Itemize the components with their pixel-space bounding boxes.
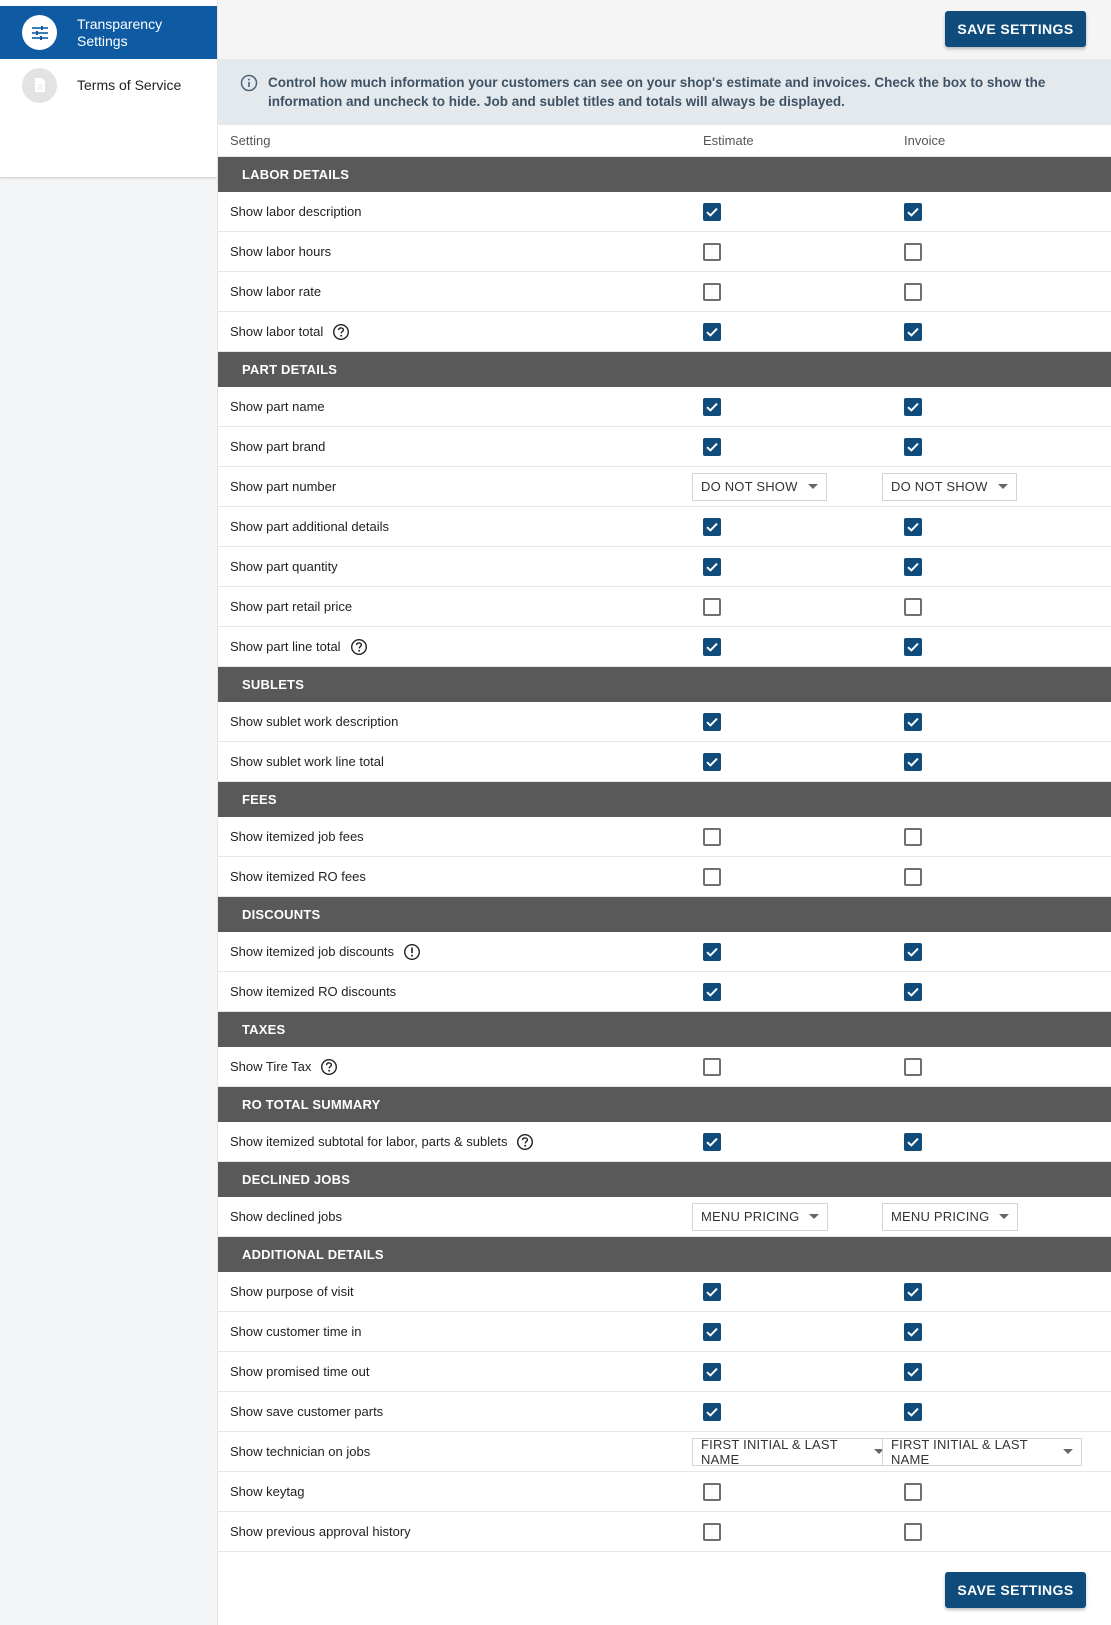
section-header: RO TOTAL SUMMARY (218, 1087, 1111, 1122)
sidebar (0, 0, 217, 178)
checkbox-checked[interactable] (703, 1323, 721, 1341)
table-row (218, 312, 1111, 352)
checkbox-unchecked[interactable] (904, 598, 922, 616)
checkbox-unchecked[interactable] (904, 1523, 922, 1541)
invoice-cell (904, 1523, 1104, 1541)
estimate-cell (703, 518, 904, 536)
estimate-cell (703, 558, 904, 576)
setting-label: Show customer time in (230, 1324, 362, 1339)
setting-label: Show itemized job fees (230, 829, 364, 844)
setting-cell (218, 984, 703, 999)
checkbox-checked[interactable] (703, 438, 721, 456)
column-header-estimate: Estimate (703, 133, 754, 148)
invoice-cell (904, 1363, 1104, 1381)
setting-label: Show itemized job discounts (230, 944, 395, 959)
section-header: LABOR DETAILS (218, 157, 1111, 192)
estimate-cell (692, 473, 893, 501)
select-value: FIRST INITIAL & LAST NAME (891, 1436, 1028, 1467)
invoice-cell (904, 1403, 1104, 1421)
checkbox-checked[interactable] (703, 943, 721, 961)
checkbox-unchecked[interactable] (904, 828, 922, 846)
setting-cell (218, 1209, 703, 1224)
invoice-cell (882, 473, 1082, 501)
table-row (218, 507, 1111, 547)
sidebar-item-label: Terms of Service (77, 76, 182, 93)
invoice-cell (904, 868, 1104, 886)
invoice-cell (882, 1203, 1082, 1231)
table-row (218, 1312, 1111, 1352)
sliders-icon (22, 15, 57, 50)
info-icon (240, 74, 258, 92)
checkbox-checked[interactable] (703, 983, 721, 1001)
checkbox-checked[interactable] (904, 323, 922, 341)
invoice-cell (904, 203, 1104, 221)
checkbox-checked[interactable] (904, 398, 922, 416)
table-row (218, 467, 1111, 507)
setting-label: Show technician on jobs (230, 1444, 371, 1459)
table-row (218, 1352, 1111, 1392)
sidebar-item-transparency-settings[interactable] (0, 6, 217, 59)
invoice-cell (904, 753, 1104, 771)
table-row (218, 817, 1111, 857)
setting-label: Show part retail price (230, 599, 353, 614)
table-row (218, 272, 1111, 312)
setting-label: Show labor rate (230, 284, 322, 299)
setting-cell (218, 204, 703, 219)
select-value: MENU PRICING (701, 1209, 800, 1224)
estimate-cell (703, 243, 904, 261)
invoice-cell (904, 983, 1104, 1001)
estimate-cell (703, 1323, 904, 1341)
setting-label: Show labor total (230, 324, 324, 339)
table-row (218, 1197, 1111, 1237)
setting-cell (218, 1524, 703, 1539)
estimate-cell (703, 1133, 904, 1151)
estimate-cell (703, 828, 904, 846)
invoice-cell (904, 943, 1104, 961)
table-row (218, 1512, 1111, 1552)
setting-label: Show sublet work description (230, 714, 399, 729)
estimate-cell (703, 713, 904, 731)
checkbox-checked[interactable] (904, 1133, 922, 1151)
table-header (218, 125, 1111, 157)
section-header: FEES (218, 782, 1111, 817)
setting-cell (218, 284, 703, 299)
setting-cell (218, 1484, 703, 1499)
setting-label: Show part number (230, 479, 337, 494)
select-dropdown[interactable] (692, 1438, 893, 1466)
checkbox-checked[interactable] (703, 753, 721, 771)
setting-label: Show part additional details (230, 519, 389, 534)
setting-label: Show labor description (230, 204, 362, 219)
setting-cell (218, 519, 703, 534)
estimate-cell (692, 1438, 893, 1466)
top-toolbar (218, 0, 1111, 59)
select-value: DO NOT SHOW (891, 479, 988, 494)
estimate-cell (703, 753, 904, 771)
section-header: ADDITIONAL DETAILS (218, 1237, 1111, 1272)
checkbox-checked[interactable] (703, 1363, 721, 1381)
setting-cell (218, 323, 703, 341)
checkbox-unchecked[interactable] (703, 283, 721, 301)
estimate-cell (703, 1523, 904, 1541)
setting-cell (218, 479, 703, 494)
table-row (218, 587, 1111, 627)
checkbox-unchecked[interactable] (904, 243, 922, 261)
table-row (218, 547, 1111, 587)
checkbox-unchecked[interactable] (904, 1058, 922, 1076)
invoice-cell (904, 398, 1104, 416)
select-dropdown[interactable] (692, 473, 827, 501)
checkbox-unchecked[interactable] (703, 1483, 721, 1501)
section-header: PART DETAILS (218, 352, 1111, 387)
checkbox-checked[interactable] (904, 943, 922, 961)
estimate-cell (703, 1283, 904, 1301)
estimate-cell (703, 1403, 904, 1421)
select-dropdown[interactable] (882, 1438, 1082, 1466)
help-circle-icon[interactable] (320, 1058, 338, 1076)
setting-cell (218, 399, 703, 414)
checkbox-unchecked[interactable] (703, 868, 721, 886)
setting-label: Show itemized RO fees (230, 869, 366, 884)
caret-down-icon (809, 1214, 819, 1219)
help-circle-icon[interactable] (516, 1133, 534, 1151)
estimate-cell (703, 983, 904, 1001)
estimate-cell (703, 323, 904, 341)
setting-cell (218, 1058, 703, 1076)
checkbox-unchecked[interactable] (904, 868, 922, 886)
column-header-invoice: Invoice (904, 133, 946, 148)
checkbox-checked[interactable] (703, 1283, 721, 1301)
estimate-cell (703, 1363, 904, 1381)
table-row (218, 742, 1111, 782)
select-dropdown[interactable] (692, 1203, 828, 1231)
invoice-cell (904, 283, 1104, 301)
estimate-cell (703, 638, 904, 656)
save-settings-button[interactable]: SAVE SETTINGS (945, 11, 1086, 47)
estimate-cell (703, 1483, 904, 1501)
setting-label: Show itemized subtotal for labor, parts & sublets (230, 1134, 508, 1149)
setting-label: Show save customer parts (230, 1404, 384, 1419)
setting-cell (218, 754, 703, 769)
table-row (218, 627, 1111, 667)
sidebar-item-terms-of-service[interactable] (0, 59, 217, 111)
select-value: MENU PRICING (891, 1209, 990, 1224)
table-row (218, 932, 1111, 972)
help-circle-icon[interactable] (350, 638, 368, 656)
invoice-cell (904, 558, 1104, 576)
setting-cell (218, 1364, 703, 1379)
table-row (218, 702, 1111, 742)
invoice-cell (904, 438, 1104, 456)
estimate-cell (703, 438, 904, 456)
invoice-cell (904, 518, 1104, 536)
table-row (218, 1472, 1111, 1512)
setting-cell (218, 1133, 703, 1151)
setting-cell (218, 1284, 703, 1299)
section-header: SUBLETS (218, 667, 1111, 702)
section-header: DECLINED JOBS (218, 1162, 1111, 1197)
invoice-cell (904, 598, 1104, 616)
select-value: FIRST INITIAL & LAST NAME (701, 1436, 838, 1467)
info-banner (218, 59, 1111, 125)
checkbox-checked[interactable] (904, 1363, 922, 1381)
checkbox-checked[interactable] (703, 713, 721, 731)
checkbox-checked[interactable] (703, 323, 721, 341)
setting-label: Show declined jobs (230, 1209, 343, 1224)
invoice-cell (904, 638, 1104, 656)
table-row (218, 387, 1111, 427)
setting-label: Show promised time out (230, 1364, 370, 1379)
setting-label: Show part name (230, 399, 325, 414)
checkbox-unchecked[interactable] (703, 1058, 721, 1076)
setting-label: Show sublet work line total (230, 754, 384, 769)
checkbox-unchecked[interactable] (703, 243, 721, 261)
sidebar-item-label: Transparency Settings (77, 15, 163, 49)
setting-cell (218, 943, 703, 961)
checkbox-unchecked[interactable] (904, 283, 922, 301)
table-row (218, 427, 1111, 467)
estimate-cell (692, 1203, 893, 1231)
checkbox-unchecked[interactable] (703, 828, 721, 846)
invoice-cell (904, 1133, 1104, 1151)
table-row (218, 232, 1111, 272)
setting-cell (218, 439, 703, 454)
setting-label: Show part quantity (230, 559, 338, 574)
section-header: DISCOUNTS (218, 897, 1111, 932)
info-text: Control how much information your customers can see on your shop's estimate and invoices. Check the box to show the information and uncheck to hide. Job and sublet titles and totals will always be displayed. (268, 75, 1046, 109)
section-header: TAXES (218, 1012, 1111, 1047)
setting-cell (218, 1404, 703, 1419)
table-row (218, 1047, 1111, 1087)
setting-label: Show keytag (230, 1484, 305, 1499)
setting-cell (218, 1444, 703, 1459)
checkbox-checked[interactable] (904, 638, 922, 656)
checkbox-checked[interactable] (703, 1133, 721, 1151)
checkbox-checked[interactable] (703, 1403, 721, 1421)
estimate-cell (703, 868, 904, 886)
help-circle-icon[interactable] (332, 323, 350, 341)
checkbox-checked[interactable] (904, 203, 922, 221)
select-dropdown[interactable] (882, 1203, 1018, 1231)
setting-label: Show previous approval history (230, 1524, 411, 1539)
setting-label: Show labor hours (230, 244, 332, 259)
checkbox-checked[interactable] (904, 1283, 922, 1301)
setting-cell (218, 829, 703, 844)
setting-cell (218, 244, 703, 259)
checkbox-checked[interactable] (703, 518, 721, 536)
select-value: DO NOT SHOW (701, 479, 798, 494)
setting-label: Show part line total (230, 639, 341, 654)
estimate-cell (703, 203, 904, 221)
table-row (218, 1272, 1111, 1312)
checkbox-checked[interactable] (904, 1403, 922, 1421)
caret-down-icon (999, 1214, 1009, 1219)
checkbox-unchecked[interactable] (703, 1523, 721, 1541)
invoice-cell (904, 1283, 1104, 1301)
estimate-cell (703, 598, 904, 616)
checkbox-checked[interactable] (904, 1323, 922, 1341)
caret-down-icon (1063, 1449, 1073, 1454)
setting-cell (218, 559, 703, 574)
checkbox-checked[interactable] (904, 713, 922, 731)
table-row (218, 972, 1111, 1012)
estimate-cell (703, 943, 904, 961)
checkbox-checked[interactable] (904, 438, 922, 456)
checkbox-checked[interactable] (703, 203, 721, 221)
setting-cell (218, 1324, 703, 1339)
select-dropdown[interactable] (882, 473, 1017, 501)
estimate-cell (703, 1058, 904, 1076)
invoice-cell (904, 1483, 1104, 1501)
table-row (218, 1122, 1111, 1162)
caret-down-icon (808, 484, 818, 489)
invoice-cell (882, 1438, 1082, 1466)
invoice-cell (904, 1323, 1104, 1341)
table-row (218, 1392, 1111, 1432)
main-content (217, 0, 1111, 1625)
checkbox-checked[interactable] (703, 638, 721, 656)
settings-table (218, 157, 1111, 1552)
save-settings-button-bottom[interactable]: SAVE SETTINGS (945, 1572, 1086, 1608)
setting-cell (218, 638, 703, 656)
setting-label: Show part brand (230, 439, 326, 454)
setting-cell (218, 869, 703, 884)
checkbox-unchecked[interactable] (904, 1483, 922, 1501)
column-header-setting: Setting (230, 133, 271, 148)
table-row (218, 192, 1111, 232)
checkbox-checked[interactable] (904, 558, 922, 576)
checkbox-unchecked[interactable] (703, 598, 721, 616)
table-row (218, 857, 1111, 897)
invoice-cell (904, 713, 1104, 731)
estimate-cell (703, 283, 904, 301)
checkbox-checked[interactable] (904, 518, 922, 536)
checkbox-checked[interactable] (904, 983, 922, 1001)
invoice-cell (904, 323, 1104, 341)
setting-cell (218, 714, 703, 729)
estimate-cell (703, 398, 904, 416)
invoice-cell (904, 1058, 1104, 1076)
invoice-cell (904, 243, 1104, 261)
setting-label: Show Tire Tax (230, 1059, 312, 1074)
table-row (218, 1432, 1111, 1472)
setting-label: Show purpose of visit (230, 1284, 354, 1299)
document-icon (22, 68, 57, 103)
checkbox-checked[interactable] (904, 753, 922, 771)
setting-cell (218, 599, 703, 614)
invoice-cell (904, 828, 1104, 846)
setting-label: Show itemized RO discounts (230, 984, 397, 999)
caret-down-icon (998, 484, 1008, 489)
checkbox-checked[interactable] (703, 558, 721, 576)
checkbox-checked[interactable] (703, 398, 721, 416)
alert-circle-icon[interactable] (403, 943, 421, 961)
